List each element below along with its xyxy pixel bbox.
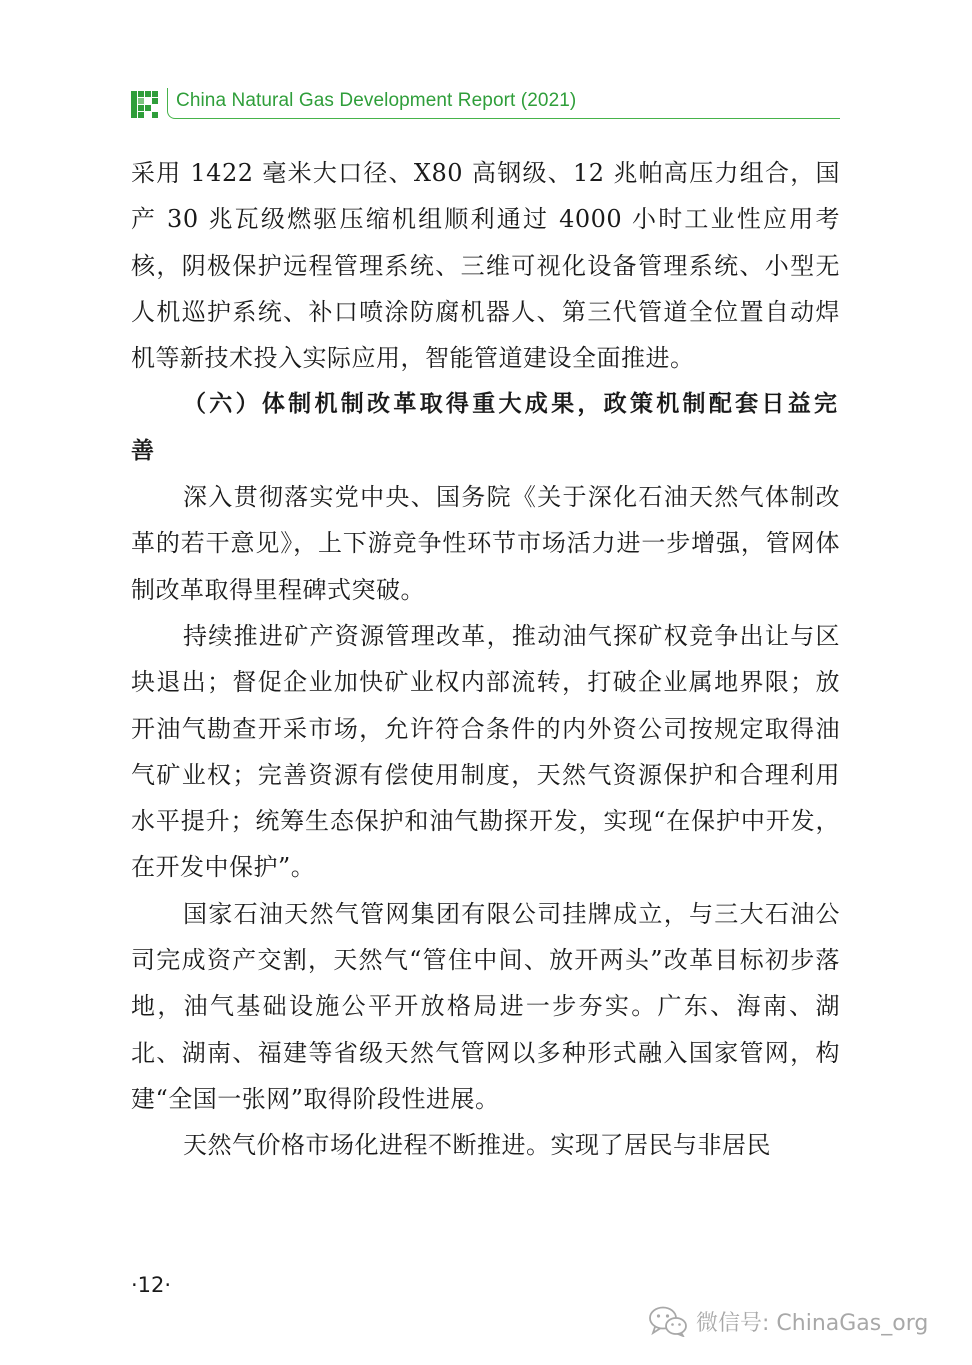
wechat-icon — [648, 1305, 688, 1337]
page-body — [131, 150, 840, 1169]
paragraph-reform-opinions: 深入贯彻落实党中央、国务院《关于深化石油天然气体制改革的若干意见》，上下游竞争性环节市场活力进一步增强，管网体制改革取得里程碑式突破。 — [131, 483, 840, 604]
page-number: ·12· — [131, 1273, 172, 1297]
page-header — [131, 88, 840, 122]
report-title: China Natural Gas Development Report (2021) — [176, 90, 577, 111]
paragraph-pricing: 天然气价格市场化进程不断推进。实现了居民与非居民 — [183, 1131, 771, 1160]
section-heading: （六）体制机制改革取得重大成果，政策机制配套日益完善 — [131, 391, 840, 464]
paragraph-pipeline-group: 国家石油天然气管网集团有限公司挂牌成立，与三大石油公司完成资产交割，天然气“管住中间、放开两头”改革目标初步落地，油气基础设施公平开放格局进一步夯实。广东、海南、湖北、湖南、福建等省级天然气管网以多种形式融入国家管网，构建“全国一张网”取得阶段性进展。 — [131, 899, 840, 1113]
paragraph-technology: 采用 1422 毫米大口径、X80 高钢级、12 兆帕高压力组合，国产 30 兆瓦级燃驱压缩机组顺利通过 4000 小时工业性应用考核，阴极保护远程管理系统、三维可视化设备管理系统、小型无人机巡护系统、补口喷涂防腐机器人、第三代管道全位置自动焊机等新技术投入实际应用，智能管道建设全面推进。 — [131, 159, 840, 373]
wechat-watermark — [648, 1303, 928, 1339]
header-rule — [167, 88, 840, 119]
paragraph-mineral-reform: 持续推进矿产资源管理改革，推动油气探矿权竞争出让与区块退出；督促企业加快矿业权内部流转，打破企业属地界限；放开油气勘查开采市场，允许符合条件的内外资公司按规定取得油气矿业权；完善资源有偿使用制度，天然气资源保护和合理利用水平提升；统筹生态保护和油气勘探开发，实现“在保护中开发，在开发中保护”。 — [131, 621, 840, 882]
cngdr-logo-icon — [131, 91, 158, 118]
wechat-id: 微信号: ChinaGas_org — [696, 1310, 929, 1336]
